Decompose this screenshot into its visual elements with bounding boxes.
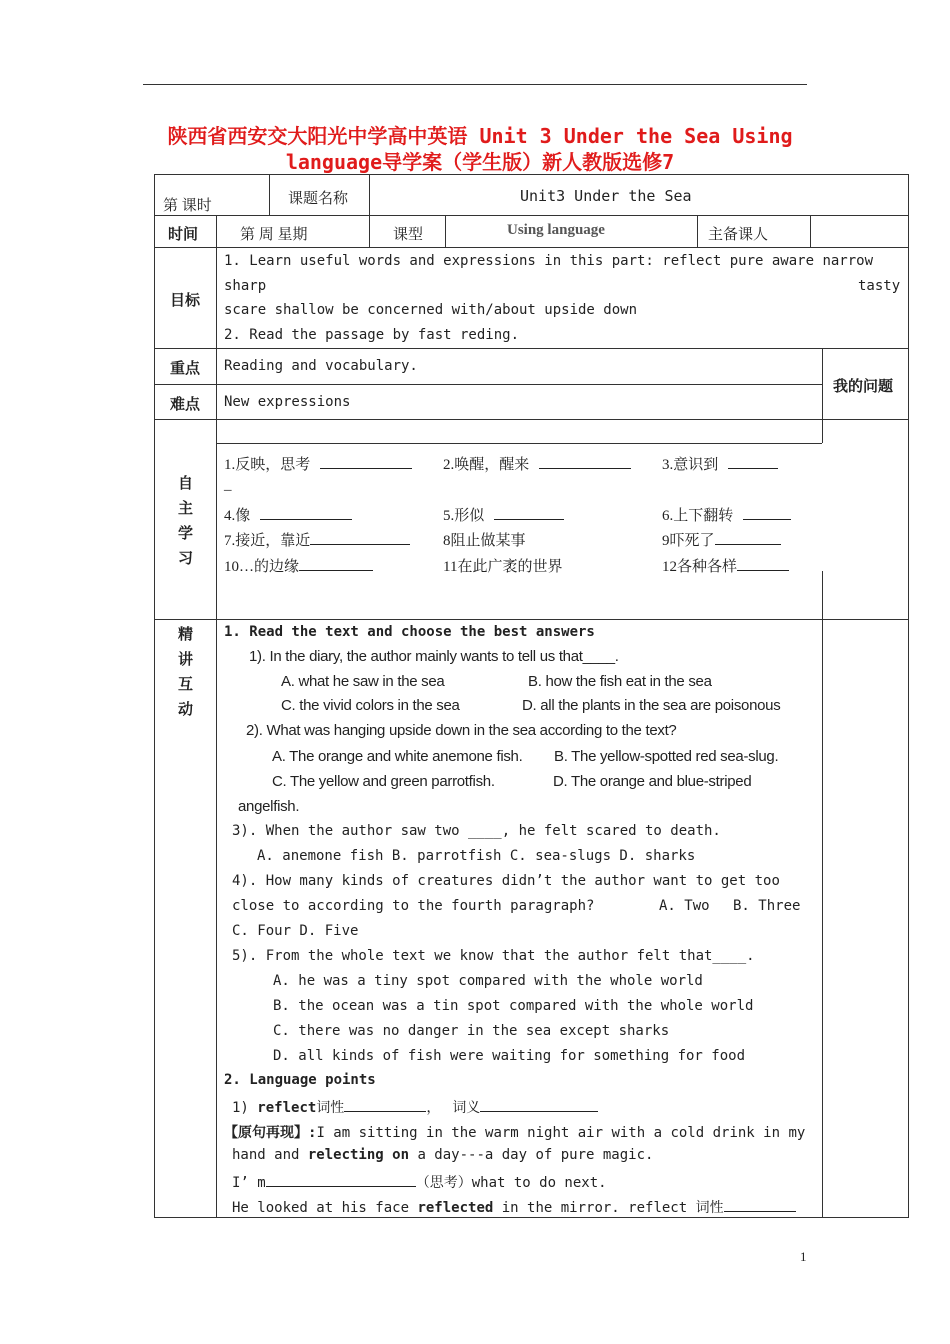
q1-option-a: A. what he saw in the sea [281, 673, 445, 690]
q1-option-b: B. how the fish eat in the sea [528, 673, 712, 690]
question-4-line-1: 4). How many kinds of creatures didn’t the author want to get too [232, 873, 780, 889]
vocab-item: 10…的边缘 [224, 555, 373, 576]
difficulty-text: New expressions [224, 394, 351, 410]
question-5: 5). From the whole text we know that the author felt that____. [232, 948, 755, 964]
vocab-item: 6.上下翻转 [662, 504, 791, 525]
key-point-label: 重点 [170, 361, 201, 377]
goals-label: 目标 [170, 293, 201, 309]
q3-options: A. anemone fish B. parrotfish C. sea-slugs D. sharks [257, 848, 696, 864]
page-number: 1 [800, 1249, 807, 1264]
section-1-heading: 1. Read the text and choose the best answers [224, 624, 595, 640]
self-study-label: 自 主 学 习 [178, 476, 194, 567]
row-divider [154, 619, 909, 620]
row-divider [154, 215, 909, 216]
row-divider [154, 247, 909, 248]
goals-line-2b: tasty [858, 278, 901, 294]
original-sentence-line-1: 【原句再现】:I am sitting in the warm night air with a cold drink in my [224, 1125, 806, 1141]
topic-value: Unit3 Under the Sea [520, 187, 692, 205]
lesson-number-label: 第 课时 [163, 198, 212, 214]
vocab-item: 9吓死了 [662, 529, 781, 550]
stray-mark: _ [224, 477, 232, 493]
vocab-item: 4.像 [224, 504, 352, 525]
col-divider [810, 215, 811, 247]
lesson-type-value: Using language [507, 222, 605, 238]
time-label: 时间 [168, 227, 199, 243]
lesson-type-label: 课型 [393, 227, 424, 243]
original-sentence-line-2: hand and relecting on a day---a day of pure magic. [232, 1147, 654, 1163]
key-point-text: Reading and vocabulary. [224, 358, 418, 374]
vocab-item: 12各种各样 [662, 555, 789, 576]
row-divider [216, 443, 822, 444]
row-divider [154, 384, 822, 385]
q2-option-b: B. The yellow-spotted red sea-slug. [554, 748, 779, 765]
vocab-item: 2.唤醒，醒来 [443, 453, 631, 474]
col-divider [369, 174, 370, 247]
col-divider [697, 215, 698, 247]
vocab-item: 7.接近，靠近 [224, 529, 410, 550]
col-divider [822, 348, 823, 443]
vocab-item: 3.意识到 [662, 453, 778, 474]
q5-option-c: C. there was no danger in the sea except sharks [273, 1023, 670, 1039]
q4-option-a: A. Two [659, 898, 710, 914]
q2-option-c: C. The yellow and green parrotfish. [272, 773, 495, 790]
my-questions-label: 我的问题 [833, 379, 894, 395]
language-point-1: 1) reflect词性 ， 词义 [232, 1097, 598, 1117]
q5-option-d: D. all kinds of fish were waiting for something for food [273, 1048, 746, 1064]
interaction-label: 精 讲 互 动 [178, 627, 194, 718]
q5-option-a: A. he was a tiny spot compared with the whole world [273, 973, 703, 989]
question-2: 2). What was hanging upside down in the sea according to the text? [246, 722, 677, 739]
q4-option-b: B. Three [733, 898, 801, 914]
goals-line-3: scare shallow be concerned with/about upside down [224, 302, 638, 318]
mirror-sentence: He looked at his face reflected in the mirror. reflect 词性 [232, 1197, 796, 1217]
vocab-item: 11在此广袤的世界 [443, 559, 563, 575]
col-divider [269, 174, 270, 215]
translation-exercise: I’ m （思考）what to do next. [232, 1172, 607, 1192]
q4-options-cd: C. Four D. Five [232, 923, 359, 939]
goals-line-4: 2. Read the passage by fast reding. [224, 327, 520, 343]
document-title [140, 123, 820, 175]
title-line-2: language导学案（学生版）新人教版选修7 [285, 150, 675, 174]
row-divider [154, 348, 909, 349]
teacher-label: 主备课人 [708, 227, 769, 243]
col-divider [822, 571, 823, 1218]
vocab-item: 1.反映，思考 [224, 453, 412, 474]
q1-option-d: D. all the plants in the sea are poisonous [522, 697, 781, 714]
q2-option-d: D. The orange and blue-striped [553, 773, 752, 790]
topic-label: 课题名称 [288, 191, 349, 207]
top-rule [143, 84, 807, 85]
goals-line-1: 1. Learn useful words and expressions in this part: reflect pure aware narrow [224, 253, 874, 269]
question-4-line-2: close to according to the fourth paragraph? [232, 898, 595, 914]
q2-option-d-cont: angelfish. [238, 798, 300, 815]
vocab-item: 8阻止做某事 [443, 533, 526, 549]
col-divider [445, 215, 446, 247]
week-field: 第 周 星期 [240, 227, 308, 243]
section-2-heading: 2. Language points [224, 1072, 376, 1088]
title-line-1: 陕西省西安交大阳光中学高中英语 Unit 3 Under the Sea Using [167, 124, 793, 148]
difficulty-label: 难点 [170, 397, 201, 413]
vocab-item: 5.形似 [443, 504, 564, 525]
q2-option-a: A. The orange and white anemone fish. [272, 748, 523, 765]
row-divider [154, 419, 909, 420]
q1-option-c: C. the vivid colors in the sea [281, 697, 460, 714]
question-3: 3). When the author saw two ____, he felt scared to death. [232, 823, 721, 839]
q5-option-b: B. the ocean was a tin spot compared with the whole world [273, 998, 754, 1014]
question-1: 1). In the diary, the author mainly wants to tell us that____. [249, 648, 619, 665]
col-divider [216, 215, 217, 1218]
goals-line-2a: sharp [224, 278, 267, 294]
